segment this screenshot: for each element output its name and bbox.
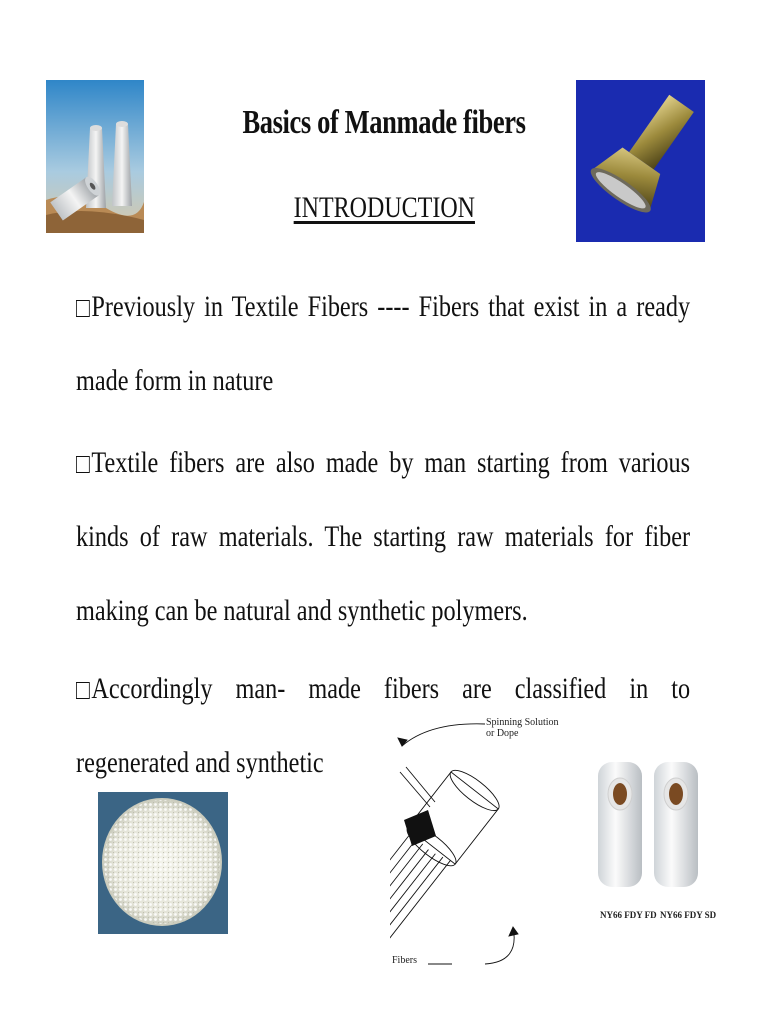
bullet-paragraph-1: Previously in Textile Fibers ---- Fibers that exist in a ready made form in nature xyxy=(76,290,691,397)
spinning-solution-label: Spinning Solution or Dope xyxy=(486,717,559,739)
polymer-chips-image xyxy=(98,792,228,934)
fibers-label: Fibers xyxy=(392,955,417,966)
spool-label-left: NY66 FDY FD xyxy=(600,910,657,920)
bullet-paragraph-2: Textile fibers are also made by man starting from various kinds of raw materials. The starting raw materials for fiber making can be natural and synthetic polymers. xyxy=(76,446,691,627)
spool-label-right: NY66 FDY SD xyxy=(660,910,717,920)
checkbox-bullet-icon xyxy=(76,682,90,699)
spinning-diagram xyxy=(390,712,580,974)
bullet-paragraph-3: Accordingly man- made fibers are classified in to regenerated and synthetic xyxy=(76,672,691,779)
yarn-spools-image xyxy=(590,742,708,932)
page-title: Basics of Manmade fibers xyxy=(242,104,526,141)
checkbox-bullet-icon xyxy=(76,300,90,317)
checkbox-bullet-icon xyxy=(76,456,90,473)
section-heading: INTRODUCTION xyxy=(293,191,475,224)
